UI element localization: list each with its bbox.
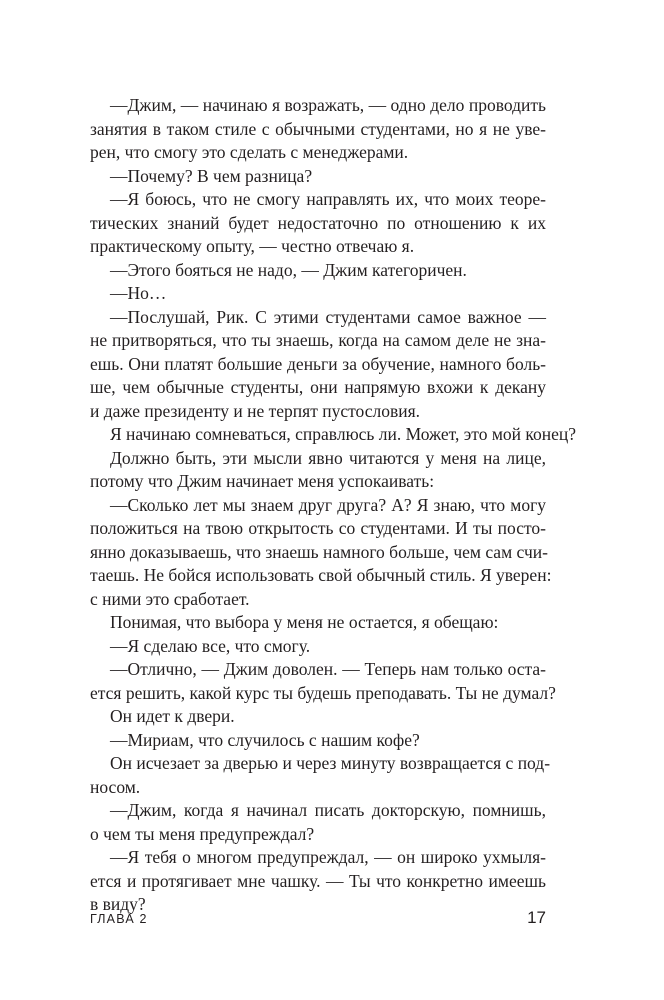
text-line: —Мириам, что случилось с нашим кофе? [110,729,420,750]
text-line: рен, что смогу это сделать с менеджерами. [90,142,409,162]
text-line: с ними это сработает. [90,588,250,609]
text-line: Понимая, что выбора у меня не остается, я обещаю: [110,612,499,632]
text-line: Он идет к двери. [110,706,235,726]
text-line: —Я сделаю все, что смогу. [110,635,311,656]
text-line: —Почему? В чем разница? [110,165,313,186]
text-line: янно доказываешь, что знаешь намного больше, чем сам счи- [90,541,548,562]
text-line: носом. [90,776,141,797]
text-line: —Этого бояться не надо, — Джим категоричен. [110,259,467,280]
text-line: положиться на твою открытость со студентами. И ты посто- [90,518,546,538]
text-line: —Джим, — начинаю я возражать, — одно дело проводить [110,95,546,115]
text-line: Я начинаю сомневаться, справлюсь ли. Может, это мой конец? [110,424,577,444]
text-line: таешь. Не бойся использовать свой обычный стиль. Я уверен: [90,565,552,585]
text-line: ется решить, какой курс ты будешь преподавать. Ты не думал? [90,682,556,703]
text-line: занятия в таком стиле с обычными студентами, но я не уве- [90,118,546,139]
text-line: —Но… [110,283,167,303]
text-line: о чем ты меня предупреждал? [90,823,315,844]
text-line: Он исчезает за дверью и через минуту возвращается с под- [110,753,551,773]
text-line: —Отлично, — Джим доволен. — Теперь нам только оста- [110,659,546,679]
text-line: в виду? [90,894,146,914]
text-line: ется и протягивает мне чашку. — Ты что конкретно имеешь [90,870,546,891]
page-number: 17 [527,908,546,927]
text-line: ше, чем обычные студенты, они напрямую вхожи к декану [90,377,546,397]
text-line: Должно быть, эти мысли явно читаются у меня на лице, [110,447,546,468]
body-text [90,94,577,917]
text-line: —Сколько лет мы знаем друг друга? А? Я знаю, что могу [110,494,546,515]
text-line: —Послушай, Рик. С этими студентами самое важное — [110,306,546,327]
text-line: ешь. Они платят большие деньги за обучение, намного боль- [90,353,546,374]
text-line: —Джим, когда я начинал писать докторскую, помнишь, [110,800,546,820]
text-line: не притворяться, что ты знаешь, когда на самом деле не зна- [90,330,546,350]
text-line: —Я тебя о многом предупреждал, — он широко ухмыля- [110,847,546,867]
chapter-running-footer: ГЛАВА 2 [90,912,148,926]
text-line: и даже президенту и не терпят пустословия. [90,400,421,421]
text-line: практическому опыту, — честно отвечаю я. [90,236,415,256]
text-line: —Я боюсь, что не смогу направлять их, что моих теоре- [110,189,546,209]
text-line: потому что Джим начинает меня успокаивать: [90,471,435,491]
text-line: тических знаний будет недостаточно по отношению к их [90,212,546,233]
